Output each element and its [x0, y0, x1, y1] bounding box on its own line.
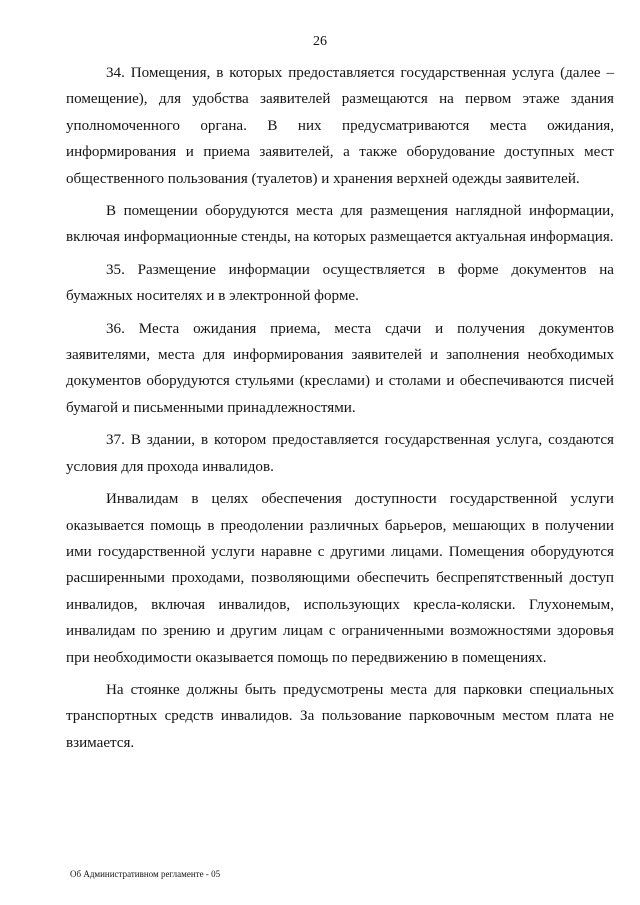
- paragraph-35: 35. Размещение информации осуществляется в форме документов на бумажных носителях и в электронной форме.: [66, 261, 614, 305]
- page-number: 26: [313, 34, 327, 49]
- paragraph-34-equipment: В помещении оборудуются места для размещения наглядной информации, включая информационные стенды, на которых размещается актуальная информация.: [66, 203, 614, 246]
- paragraph-37: 37. В здании, в котором предоставляется государственная услуга, создаются условия для прохода инвалидов.: [66, 432, 614, 475]
- footer-document-reference: Об Административном регламенте - 05: [70, 869, 221, 879]
- paragraph-37-assistance: Инвалидам в целях обеспечения доступности государственной услуги оказывается помощь в преодолении различных барьеров, мешающих в получении ими государственной услуги наравне с другими лицами. Помещения оборудуются расширенными проходами, позволяющими обеспечить беспрепятственный доступ инвалидов, включая инвалидов, использующих кресла-коляски. Глухонемым, инвалидам по зрению и другим лицам с ограниченными возможностями здоровья при необходимости оказывается помощь по передвижению в помещениях.: [66, 491, 614, 666]
- paragraph-37-parking: На стоянке должны быть предусмотрены места для парковки специальных транспортных средств инвалидов. За пользование парковочным местом плата не взимается.: [66, 681, 614, 751]
- document-body: [66, 60, 614, 762]
- paragraph-34: 34. Помещения, в которых предоставляется государственная услуга (далее – помещение), для удобства заявителей размещаются на первом этаже здания уполномоченного органа. В них предусматриваются места ожидания, информирования и приема заявителей, а также оборудование доступных мест общественного пользования (туалетов) и хранения верхней одежды заявителей.: [66, 65, 614, 187]
- paragraph-36: 36. Места ожидания приема, места сдачи и получения документов заявителями, места для информирования заявителей и заполнения необходимых документов оборудуются стульями (креслами) и столами и обеспечиваются писчей бумагой и письменными принадлежностями.: [66, 320, 614, 416]
